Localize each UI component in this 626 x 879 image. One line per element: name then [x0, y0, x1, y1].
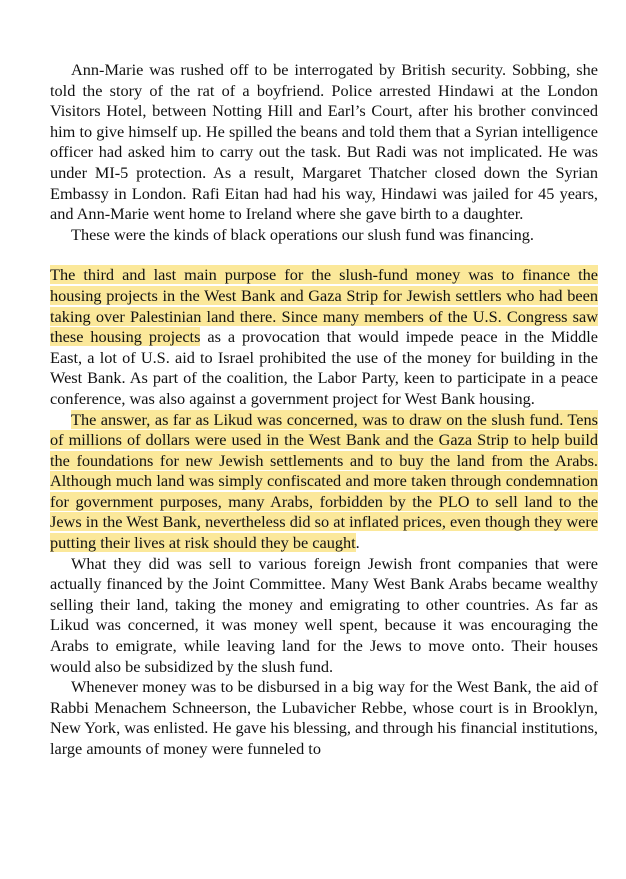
paragraph-housing-projects [50, 265, 598, 409]
paragraph-rabbi-schneerson: Whenever money was to be disbursed in a big way for the West Bank, the aid of Rabbi Menachem Schneerson, the Lubavicher Rebbe, whose court is in Brooklyn, New York, was enlisted. He gave his blessing, and through his financial institutions, large amounts of money were funneled to [50, 677, 598, 758]
paragraph-front-companies: What they did was sell to various foreign Jewish front companies that were actually financed by the Joint Committee. Many West Bank Arabs became wealthy selling their land, taking the money and emigrating to other countries. As far as Likud was concerned, it was money well spent, because it was encouraging the Arabs to emigrate, while leaving land for the Jews to move onto. Their houses would also be subsidized by the slush fund. [50, 553, 598, 676]
paragraph-black-operations: These were the kinds of black operations our slush fund was financing. [71, 224, 534, 244]
paragraph-likud-answer [50, 410, 598, 554]
highlight-housing-projects: The third and last main purpose for the slush-fund money was to finance the housing projects in the West Bank and Gaza Strip for Jewish settlers who had been taking over Palestinian land there. Since many members of the U.S. Congress saw these housing projects [50, 265, 598, 347]
paragraph-housing-projects-rest: as a provocation that would impede peace in the Middle East, a lot of U.S. aid to Israel prohibited the use of the money for building in the West Bank. As part of the coalition, the Labor Party, keen to participate in a peace conference, was also against a government project for West Bank housing. [50, 327, 598, 408]
highlight-likud-answer: The answer, as far as Likud was concerned, was to draw on the slush fund. Tens of millions of dollars were used in the West Bank and the Gaza Strip to help build the foundations for new Jewish settlements and to buy the land from the Arabs. Although much land was simply confiscated and more taken through condemnation for government purposes, many Arabs, forbidden by the PLO to sell land to the Jews in the West Bank, nevertheless did so at inflated prices, even though they were putting their lives at risk should they be caught [50, 409, 598, 553]
paragraph-likud-answer-rest: . [355, 533, 360, 553]
paragraph-ann-marie: Ann-Marie was rushed off to be interrogated by British security. Sobbing, she told the story of the rat of a boyfriend. Police arrested Hindawi at the London Visitors Hotel, between Notting Hill and Earl’s Court, after his brother convinced him to give himself up. He spilled the beans and told them that a Syrian intelligence officer had asked him to carry out the task. But Radi was not implicated. He was under MI-5 protection. As a result, Margaret Thatcher closed down the Syrian Embassy in London. Rafi Eitan had had his way, Hindawi was jailed for 45 years, and Ann-Marie went home to Ireland where she gave birth to a daughter. [50, 60, 598, 224]
document-page [50, 60, 598, 760]
